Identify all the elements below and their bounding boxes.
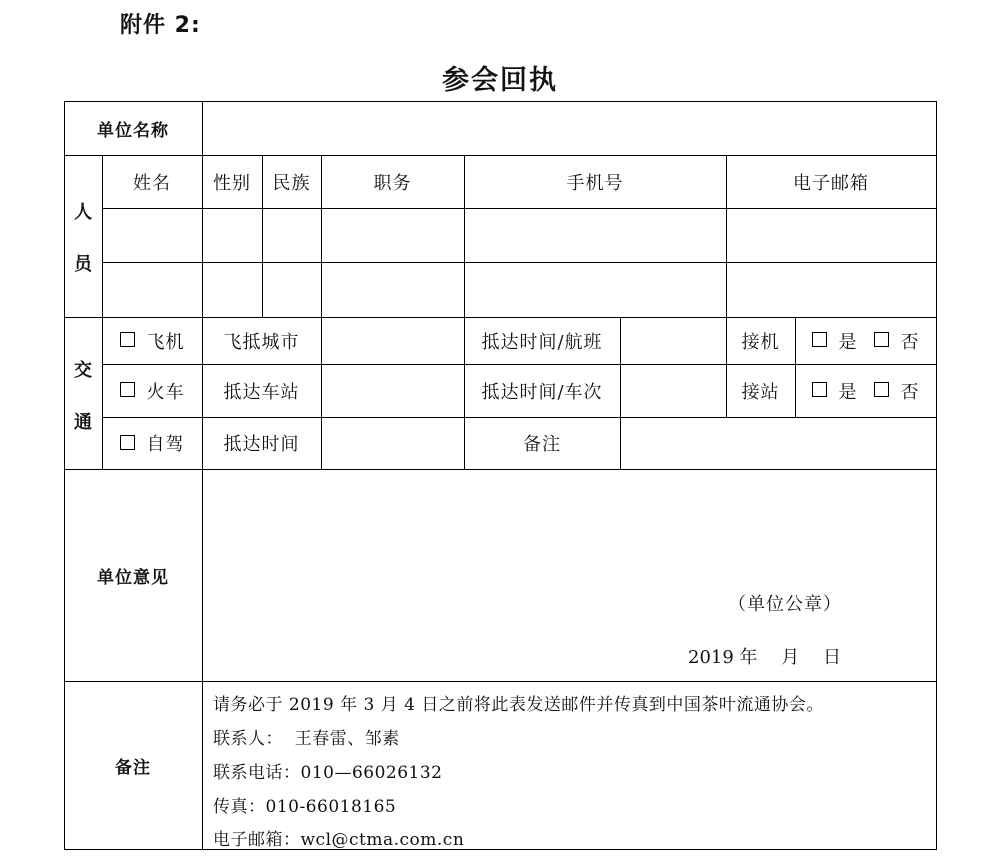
plane-label: 飞机 (146, 331, 185, 353)
train-time-label: 抵达时间/车次 (481, 381, 603, 403)
personnel-row-1-email[interactable] (727, 209, 936, 262)
transport-remark-field[interactable] (621, 418, 936, 469)
col-header-position: 职务 (373, 172, 412, 194)
personnel-row-2-gender[interactable] (203, 263, 262, 317)
transport-selfdrive-option[interactable] (102, 417, 202, 469)
personnel-row-1-ethnicity[interactable] (263, 209, 321, 262)
unit-seal-text: （单位公章） (728, 594, 842, 615)
station-pickup-yes[interactable] (812, 378, 858, 404)
col-header-mobile: 手机号 (566, 172, 624, 194)
plane-checkbox[interactable] (120, 332, 135, 347)
remark-contact-person: 联系人： 王春雷、邹素 (213, 729, 400, 749)
unit-opinion-label: 单位意见 (97, 567, 169, 588)
form-title: 参会回执 (442, 65, 558, 96)
flight-time-field[interactable] (621, 318, 726, 364)
attachment-label: 附件 2: (120, 13, 201, 38)
station-pickup-yes-checkbox[interactable] (812, 382, 827, 397)
arrival-station-label: 抵达车站 (223, 381, 300, 403)
airport-pickup-label: 接机 (741, 331, 780, 353)
personnel-row-2-email[interactable] (727, 263, 936, 317)
personnel-row-2-ethnicity[interactable] (263, 263, 321, 317)
train-label: 火车 (146, 381, 185, 403)
col-header-ethnicity: 民族 (272, 172, 311, 194)
arrival-city-field[interactable] (322, 318, 464, 364)
train-time-field[interactable] (621, 365, 726, 417)
no-label: 否 (900, 381, 920, 403)
airport-pickup-no[interactable] (874, 328, 920, 354)
arrival-station-field[interactable] (322, 365, 464, 417)
transport-train-option[interactable] (102, 364, 202, 417)
flight-time-label: 抵达时间/航班 (481, 331, 603, 353)
unit-name-field[interactable] (203, 102, 936, 155)
personnel-label-char-1: 人 (74, 202, 92, 223)
remark-email[interactable]: 电子邮箱：wcl@ctma.com.cn (213, 830, 465, 850)
col-header-name: 姓名 (133, 172, 171, 194)
remark-deadline: 请务必于 2019 年 3 月 4 日之前将此表发送邮件并传真到中国茶叶流通协会。 (213, 695, 824, 715)
col-header-email: 电子邮箱 (793, 172, 869, 194)
selfdrive-arrival-time-label: 抵达时间 (223, 434, 300, 455)
personnel-row-2-position[interactable] (322, 263, 464, 317)
col-header-gender: 性别 (213, 172, 251, 194)
station-pickup-no[interactable] (874, 378, 920, 404)
remarks-label: 备注 (115, 757, 151, 778)
opinion-date: 2019 年 月 日 (688, 647, 841, 668)
remark-fax: 传真：010-66018165 (213, 797, 397, 817)
transport-plane-option[interactable] (102, 317, 202, 364)
selfdrive-checkbox[interactable] (120, 435, 135, 450)
yes-label: 是 (838, 331, 858, 353)
station-pickup-label: 接站 (741, 381, 780, 403)
selfdrive-label: 自驾 (146, 434, 185, 455)
airport-pickup-choice (795, 317, 936, 364)
personnel-label-char-2: 员 (74, 254, 92, 275)
personnel-row-1-mobile[interactable] (465, 209, 726, 262)
arrival-city-label: 飞抵城市 (223, 331, 300, 353)
station-pickup-choice (795, 364, 936, 417)
airport-pickup-yes[interactable] (812, 328, 858, 354)
personnel-row-1-position[interactable] (322, 209, 464, 262)
transport-label-char-2: 通 (74, 412, 92, 433)
personnel-row-2-mobile[interactable] (465, 263, 726, 317)
transport-remark-label: 备注 (523, 434, 561, 455)
no-label: 否 (900, 331, 920, 353)
station-pickup-no-checkbox[interactable] (874, 382, 889, 397)
train-checkbox[interactable] (120, 382, 135, 397)
personnel-row-1-gender[interactable] (203, 209, 262, 262)
transport-label-char-1: 交 (74, 360, 92, 381)
unit-name-label: 单位名称 (97, 120, 169, 141)
personnel-row-1-name[interactable] (103, 209, 202, 262)
personnel-row-2-name[interactable] (103, 263, 202, 317)
airport-pickup-yes-checkbox[interactable] (812, 332, 827, 347)
selfdrive-arrival-time-field[interactable] (322, 418, 464, 469)
remark-contact-phone: 联系电话：010—66026132 (213, 763, 443, 783)
yes-label: 是 (838, 381, 858, 403)
airport-pickup-no-checkbox[interactable] (874, 332, 889, 347)
